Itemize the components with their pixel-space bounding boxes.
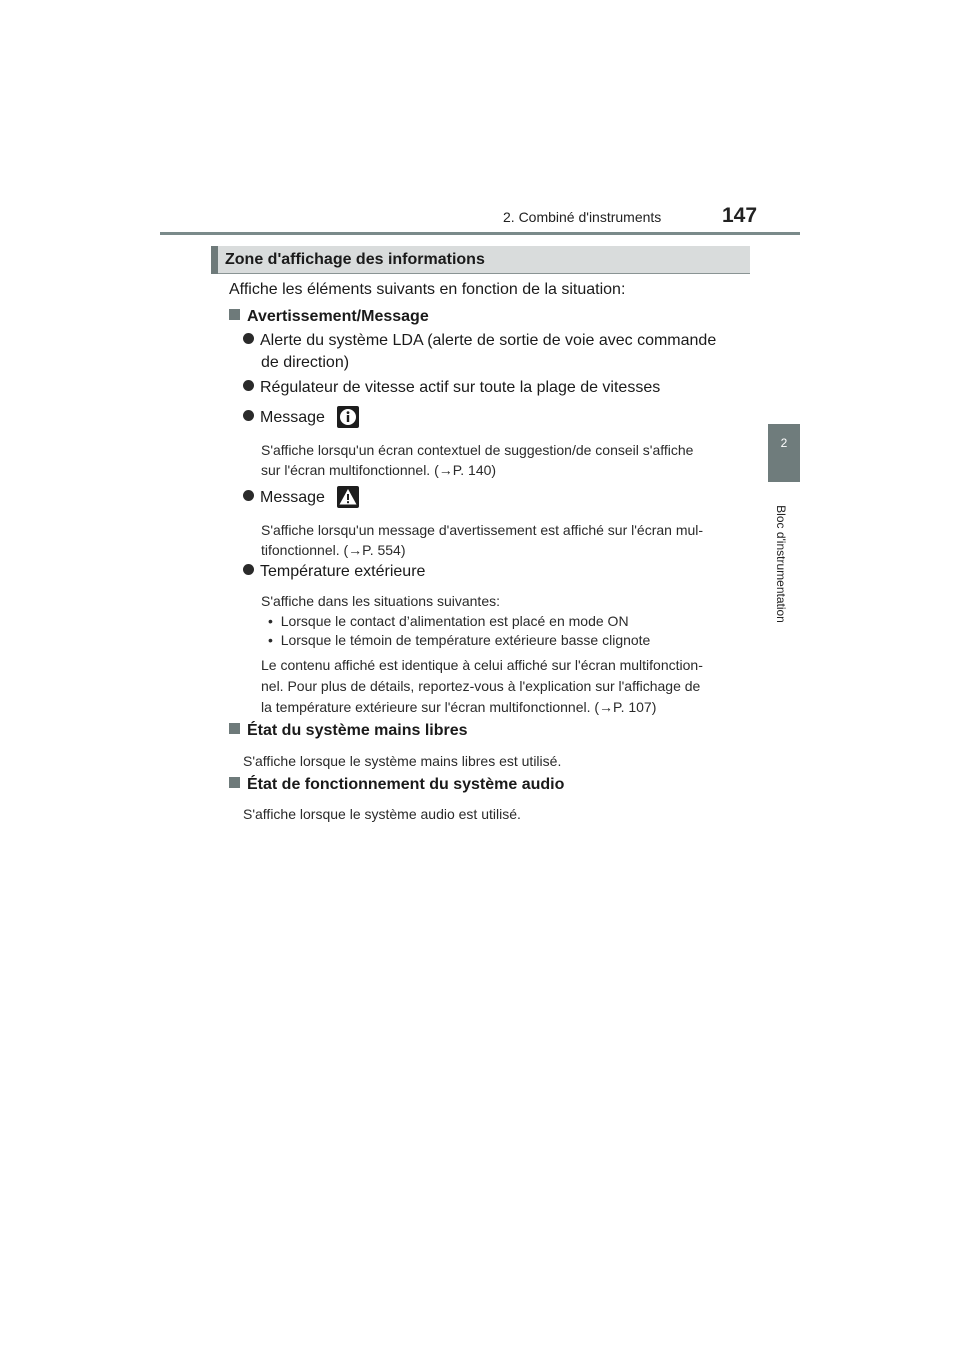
list-item-message-warning-text: Message (260, 489, 325, 506)
heading-mains-libres-label: État du système mains libres (247, 722, 468, 739)
list-item-cruise (243, 379, 660, 397)
intro-text: Affiche les éléments suivants en fonction de la situation: (229, 281, 626, 298)
chapter-tab-number: 2 (780, 436, 788, 450)
temp-detail-line2: nel. Pour plus de détails, reportez-vous à l'explication sur l'affichage de (261, 678, 701, 694)
warning-triangle-icon (337, 486, 359, 508)
note-warning-line2: tifonctionnel. (→P. 554) (261, 542, 406, 558)
temp-case-text: Lorsque le contact d’alimentation est placé en mode ON (280, 613, 629, 629)
square-bullet (229, 777, 240, 788)
round-bullet (243, 380, 254, 391)
temp-detail-line1: Le contenu affiché est identique à celui affiché sur l'écran multifonction- (261, 657, 703, 673)
temp-intro: S'affiche dans les situations suivantes: (261, 593, 500, 609)
section-title: Zone d'affichage des informations (225, 251, 485, 268)
note-info-line2: sur l'écran multifonctionnel. (→P. 140) (261, 462, 497, 478)
note-warning-line1: S'affiche lorsqu'un message d'avertissement est affiché sur l'écran mul- (261, 522, 704, 538)
temp-detail-line3: la température extérieure sur l'écran multifonctionnel. (→P. 107) (261, 699, 657, 715)
temp-case: • Lorsque le contact d’alimentation est placé en mode ON (268, 613, 629, 629)
chapter-tab-label: Bloc d'instrumentation (774, 505, 788, 623)
round-bullet (243, 410, 254, 421)
square-bullet (229, 309, 240, 320)
heading-audio-label: État de fonctionnement du système audio (247, 776, 565, 793)
heading-audio (229, 776, 564, 794)
temp-case: • Lorsque le témoin de température extérieure basse clignote (268, 632, 651, 648)
list-item-temperature (243, 563, 425, 581)
header-rule (160, 232, 800, 235)
info-icon (337, 406, 359, 428)
audio-text: S'affiche lorsque le système audio est utilisé. (243, 806, 521, 822)
temp-case-text: Lorsque le témoin de température extérieure basse clignote (280, 632, 651, 648)
running-header-section: 2. Combiné d'instruments (503, 209, 662, 225)
section-title-accent (211, 246, 218, 274)
page-number: 147 (722, 204, 758, 227)
square-bullet (229, 723, 240, 734)
list-item-temperature-text: Température extérieure (260, 563, 426, 580)
list-item-lda-continuation: de direction) (261, 354, 350, 371)
round-bullet (243, 490, 254, 501)
list-item-message-warning (243, 489, 325, 507)
list-item-message-info (243, 409, 325, 427)
round-bullet (243, 564, 254, 575)
list-item-lda (243, 332, 716, 350)
heading-avertissement (229, 308, 429, 326)
list-item-cruise-text: Régulateur de vitesse actif sur toute la plage de vitesses (260, 379, 661, 396)
chapter-tab (768, 424, 800, 482)
heading-avertissement-label: Avertissement/Message (247, 308, 429, 325)
list-item-message-info-text: Message (260, 409, 325, 426)
round-bullet (243, 333, 254, 344)
list-item-lda-text: Alerte du système LDA (alerte de sortie de voie avec commande (260, 332, 717, 349)
note-info-line1: S'affiche lorsqu'un écran contextuel de suggestion/de conseil s'affiche (261, 442, 694, 458)
mains-libres-text: S'affiche lorsque le système mains libres est utilisé. (243, 753, 562, 769)
heading-mains-libres (229, 722, 468, 740)
